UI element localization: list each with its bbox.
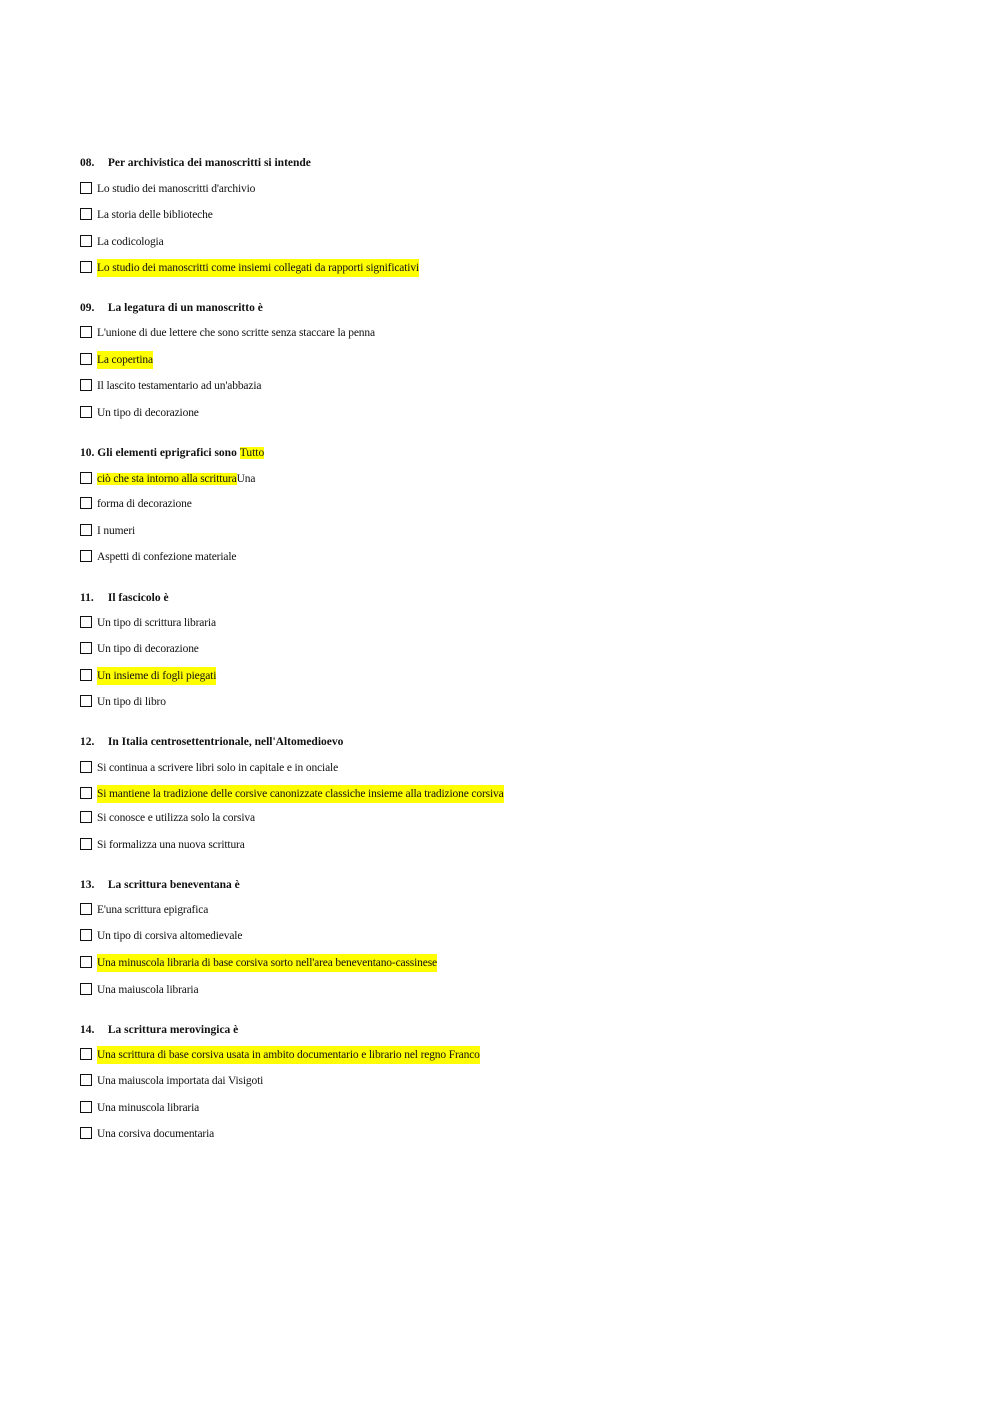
question-title (80, 299, 263, 317)
option-label: Il lascito testamentario ad un'abbazia (97, 380, 262, 392)
option-label: forma di decorazione (97, 498, 192, 510)
option-label: Un tipo di scrittura libraria (97, 617, 216, 629)
checkbox[interactable] (80, 838, 92, 850)
checkbox[interactable] (80, 956, 92, 968)
checkbox[interactable] (80, 642, 92, 654)
option-label: Una corsiva documentaria (97, 1128, 215, 1140)
question-number: 09. (80, 302, 95, 314)
option-label-highlighted: Un insieme di fogli piegati (97, 667, 216, 685)
option-label-highlighted: ciò che sta intorno alla scrittura (97, 473, 237, 485)
question-text: La legatura di un manoscritto è (107, 302, 263, 314)
question-title (80, 1021, 238, 1039)
checkbox[interactable] (80, 787, 92, 799)
checkbox[interactable] (80, 695, 92, 707)
checkbox[interactable] (80, 550, 92, 562)
checkbox[interactable] (80, 326, 92, 338)
checkbox[interactable] (80, 379, 92, 391)
option-label: Una maiuscola importata dai Visigoti (97, 1075, 264, 1087)
option-label: Si conosce e utilizza solo la corsiva (97, 812, 255, 824)
question-title (80, 154, 311, 172)
question-number: 12. (80, 736, 95, 748)
option-label: I numeri (97, 525, 136, 537)
option-label: La codicologia (97, 236, 164, 248)
option-label: Si formalizza una nuova scrittura (97, 839, 245, 851)
option-label: Lo studio dei manoscritti d'archivio (97, 183, 256, 195)
option-label: E'una scrittura epigrafica (97, 904, 209, 916)
question-text: Il fascicolo è (107, 592, 169, 604)
question-title (80, 444, 264, 462)
question-title (80, 876, 240, 894)
option-label: L'unione di due lettere che sono scritte senza staccare la penna (97, 327, 375, 339)
option-label-highlighted: La copertina (97, 351, 153, 369)
option-label-highlighted: Una scrittura di base corsiva usata in ambito documentario e librario nel regno Franco (97, 1046, 480, 1064)
question-text: La scrittura merovingica è (107, 1024, 239, 1036)
checkbox[interactable] (80, 903, 92, 915)
checkbox[interactable] (80, 472, 92, 484)
question-title (80, 733, 343, 751)
checkbox[interactable] (80, 1074, 92, 1086)
question-text: In Italia centrosettentrionale, nell'Altomedioevo (107, 736, 344, 748)
option-label-suffix: Una (236, 473, 256, 485)
checkbox[interactable] (80, 811, 92, 823)
checkbox[interactable] (80, 669, 92, 681)
checkbox[interactable] (80, 182, 92, 194)
question-number: 11. (80, 592, 94, 604)
checkbox[interactable] (80, 524, 92, 536)
checkbox[interactable] (80, 235, 92, 247)
question-text: Gli elementi eprigrafici sono (97, 447, 237, 459)
option-label-highlighted: Si mantiene la tradizione delle corsive canonizzate classiche insieme alla tradizione corsiva (97, 785, 504, 803)
checkbox[interactable] (80, 261, 92, 273)
checkbox[interactable] (80, 929, 92, 941)
option-label: Una minuscola libraria (97, 1102, 200, 1114)
option-label: Un tipo di corsiva altomedievale (97, 930, 243, 942)
option-label-highlighted: Lo studio dei manoscritti come insiemi collegati da rapporti significativi (97, 259, 419, 277)
question-number: 08. (80, 157, 95, 169)
checkbox[interactable] (80, 1048, 92, 1060)
checkbox[interactable] (80, 497, 92, 509)
checkbox[interactable] (80, 983, 92, 995)
question-number: 10. (80, 447, 95, 459)
question-title-highlight: Tutto (239, 447, 265, 459)
option-label: Si continua a scrivere libri solo in capitale e in onciale (97, 762, 339, 774)
option-label: Una maiuscola libraria (97, 984, 199, 996)
checkbox[interactable] (80, 616, 92, 628)
checkbox[interactable] (80, 208, 92, 220)
checkbox[interactable] (80, 1101, 92, 1113)
option-label: Un tipo di decorazione (97, 643, 199, 655)
question-number: 14. (80, 1024, 95, 1036)
option-label: Un tipo di decorazione (97, 407, 199, 419)
question-text: Per archivistica dei manoscritti si intende (107, 157, 311, 169)
option-label: Aspetti di confezione materiale (97, 551, 237, 563)
checkbox[interactable] (80, 353, 92, 365)
checkbox[interactable] (80, 1127, 92, 1139)
option-label: Un tipo di libro (97, 696, 166, 708)
checkbox[interactable] (80, 406, 92, 418)
question-title (80, 589, 169, 607)
question-text: La scrittura beneventana è (107, 879, 240, 891)
option-label-highlighted: Una minuscola libraria di base corsiva sorto nell'area beneventano-cassinese (97, 954, 437, 972)
checkbox[interactable] (80, 761, 92, 773)
option-label-group (97, 470, 255, 488)
question-number: 13. (80, 879, 95, 891)
option-label: La storia delle biblioteche (97, 209, 213, 221)
